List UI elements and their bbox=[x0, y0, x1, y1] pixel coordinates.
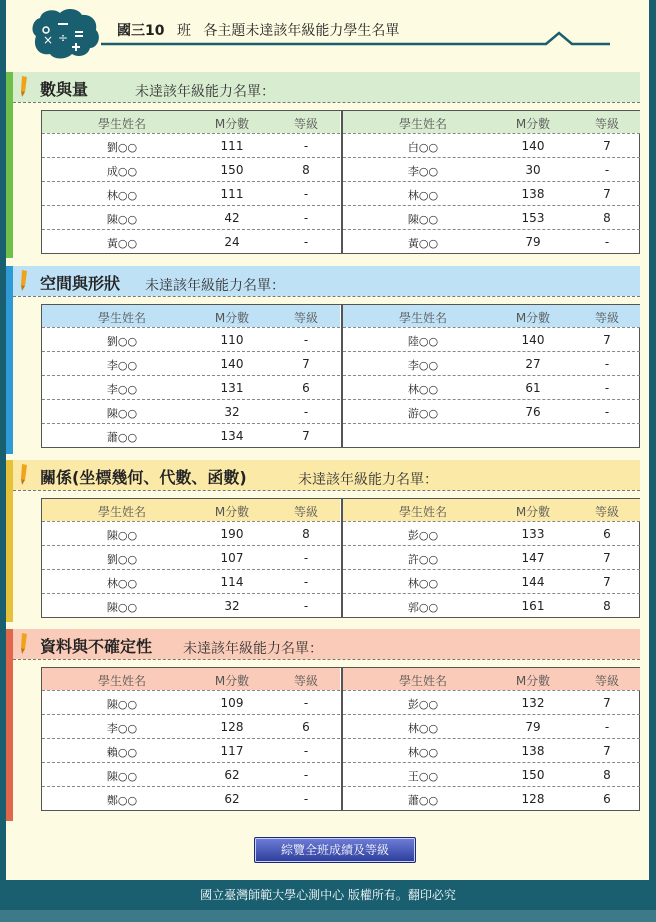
section-divider bbox=[13, 296, 640, 297]
column-header-grade: 等級 bbox=[594, 117, 619, 131]
student-score: 140 bbox=[521, 139, 545, 153]
section-subtitle: 未達該年級能力名單： bbox=[135, 84, 275, 100]
student-name: 陳○○ bbox=[106, 213, 138, 226]
table-row bbox=[42, 157, 340, 182]
math-brain-logo-icon bbox=[28, 6, 104, 60]
student-grade: - bbox=[303, 575, 309, 589]
section-header bbox=[13, 629, 640, 659]
student-name: 林○○ bbox=[106, 577, 138, 590]
column-header-score: M分數 bbox=[515, 505, 551, 519]
student-name: 陳○○ bbox=[106, 407, 138, 420]
section-subtitle: 未達該年級能力名單： bbox=[145, 278, 285, 294]
student-name: 陳○○ bbox=[106, 601, 138, 614]
section-divider bbox=[13, 490, 640, 491]
table-row bbox=[42, 762, 340, 787]
table-header-row bbox=[42, 499, 340, 521]
column-header-score: M分數 bbox=[515, 674, 551, 688]
student-score: 140 bbox=[521, 333, 545, 347]
table-header-row bbox=[42, 668, 340, 690]
table-row bbox=[42, 521, 340, 546]
footer-strip bbox=[0, 910, 656, 922]
student-score: 140 bbox=[220, 357, 244, 371]
table-row bbox=[42, 205, 340, 230]
table-row bbox=[42, 133, 340, 158]
column-header-name: 學生姓名 bbox=[398, 505, 447, 519]
table-half-right bbox=[341, 305, 640, 447]
table-header-row bbox=[343, 111, 640, 133]
student-score: 27 bbox=[525, 357, 541, 371]
column-header-grade: 等級 bbox=[293, 117, 318, 131]
column-header-score: M分數 bbox=[515, 311, 551, 325]
table-row bbox=[42, 545, 340, 570]
student-name: 彭○○ bbox=[407, 529, 439, 542]
svg-text:÷: ÷ bbox=[58, 31, 69, 45]
table-header-row bbox=[343, 305, 640, 327]
student-score: 62 bbox=[224, 768, 240, 782]
table-row bbox=[343, 714, 640, 739]
section-2 bbox=[6, 460, 649, 622]
table-half-right bbox=[341, 668, 640, 810]
column-header-name: 學生姓名 bbox=[97, 505, 146, 519]
student-name: 李○○ bbox=[106, 359, 138, 372]
student-score: 150 bbox=[521, 768, 545, 782]
table-row bbox=[42, 229, 340, 254]
student-grade: - bbox=[604, 381, 610, 395]
student-grade: 7 bbox=[603, 696, 611, 710]
student-score: 76 bbox=[525, 405, 541, 419]
student-name: 李○○ bbox=[106, 722, 138, 735]
table-row bbox=[42, 327, 340, 352]
pencil-icon bbox=[17, 633, 31, 655]
student-grade: 6 bbox=[603, 527, 611, 541]
column-header-name: 學生姓名 bbox=[97, 674, 146, 688]
student-grade: - bbox=[303, 405, 309, 419]
student-score: 42 bbox=[224, 211, 240, 225]
table-row bbox=[343, 569, 640, 594]
table-row bbox=[42, 351, 340, 376]
student-score: 32 bbox=[224, 405, 240, 419]
overview-button[interactable]: 綜覽全班成績及等級 bbox=[254, 837, 416, 863]
column-header-score: M分數 bbox=[214, 674, 250, 688]
column-header-score: M分數 bbox=[214, 505, 250, 519]
column-header-name: 學生姓名 bbox=[398, 311, 447, 325]
student-score: 134 bbox=[220, 429, 244, 443]
student-name: 劉○○ bbox=[106, 553, 138, 566]
student-grade: - bbox=[303, 744, 309, 758]
column-header-name: 學生姓名 bbox=[97, 311, 146, 325]
table-row bbox=[343, 327, 640, 352]
table-row bbox=[42, 569, 340, 594]
student-score: 111 bbox=[220, 139, 244, 153]
student-name: 劉○○ bbox=[106, 141, 138, 154]
student-name: 林○○ bbox=[106, 189, 138, 202]
section-title: 空間與形狀 bbox=[40, 274, 121, 293]
student-name: 劉○○ bbox=[106, 335, 138, 348]
table-row bbox=[343, 593, 640, 618]
table-row bbox=[42, 181, 340, 206]
student-grade: 6 bbox=[302, 720, 310, 734]
student-score: 131 bbox=[220, 381, 244, 395]
section-subtitle: 未達該年級能力名單： bbox=[183, 641, 323, 657]
table-header-row bbox=[42, 111, 340, 133]
column-header-grade: 等級 bbox=[594, 311, 619, 325]
student-grade: - bbox=[604, 720, 610, 734]
student-grade: 7 bbox=[603, 551, 611, 565]
student-grade: - bbox=[303, 696, 309, 710]
student-grade: - bbox=[303, 187, 309, 201]
table-row bbox=[343, 181, 640, 206]
column-header-grade: 等級 bbox=[293, 311, 318, 325]
student-score: 128 bbox=[521, 792, 545, 806]
student-score: 24 bbox=[224, 235, 240, 249]
student-score: 114 bbox=[220, 575, 244, 589]
student-name: 陳○○ bbox=[106, 770, 138, 783]
student-score: 79 bbox=[525, 720, 541, 734]
student-grade: 7 bbox=[603, 744, 611, 758]
student-score: 128 bbox=[220, 720, 244, 734]
student-name: 李○○ bbox=[407, 359, 439, 372]
table-row bbox=[343, 399, 640, 424]
student-score: 150 bbox=[220, 163, 244, 177]
table-row bbox=[42, 738, 340, 763]
section-subtitle: 未達該年級能力名單： bbox=[298, 472, 438, 488]
column-header-grade: 等級 bbox=[594, 674, 619, 688]
column-header-name: 學生姓名 bbox=[97, 117, 146, 131]
student-name: 林○○ bbox=[407, 383, 439, 396]
table-half-right bbox=[341, 111, 640, 253]
student-score: 161 bbox=[521, 599, 545, 613]
student-table bbox=[41, 110, 640, 254]
table-row bbox=[343, 738, 640, 763]
section-divider bbox=[13, 659, 640, 660]
table-row bbox=[343, 521, 640, 546]
student-score: 107 bbox=[220, 551, 244, 565]
student-score: 132 bbox=[521, 696, 545, 710]
student-grade: - bbox=[303, 768, 309, 782]
table-header-row bbox=[343, 668, 640, 690]
student-score: 133 bbox=[521, 527, 545, 541]
student-score: 32 bbox=[224, 599, 240, 613]
student-grade: - bbox=[604, 357, 610, 371]
student-grade: 7 bbox=[603, 333, 611, 347]
section-header bbox=[13, 460, 640, 490]
student-grade: 8 bbox=[302, 163, 310, 177]
student-name: 白○○ bbox=[407, 141, 439, 154]
student-score: 109 bbox=[220, 696, 244, 710]
student-score: 117 bbox=[220, 744, 244, 758]
class-suffix: 班 bbox=[176, 23, 191, 39]
section-0 bbox=[6, 72, 649, 258]
section-header bbox=[13, 266, 640, 296]
table-row bbox=[343, 133, 640, 158]
page-title bbox=[117, 20, 399, 40]
table-row bbox=[42, 690, 340, 715]
student-name: 鄭○○ bbox=[106, 794, 138, 807]
section-color-bar bbox=[6, 460, 13, 622]
student-grade: - bbox=[604, 405, 610, 419]
column-header-grade: 等級 bbox=[594, 505, 619, 519]
table-header-row bbox=[343, 499, 640, 521]
student-table bbox=[41, 667, 640, 811]
student-name: 王○○ bbox=[407, 770, 439, 783]
student-grade: 8 bbox=[603, 599, 611, 613]
student-score: 138 bbox=[521, 744, 545, 758]
section-color-bar bbox=[6, 629, 13, 821]
table-row bbox=[343, 229, 640, 254]
section-color-bar bbox=[6, 266, 13, 454]
table-half-right bbox=[341, 499, 640, 617]
table-row bbox=[343, 351, 640, 376]
student-name: 蕭○○ bbox=[106, 431, 138, 444]
student-grade: - bbox=[303, 792, 309, 806]
student-score: 110 bbox=[220, 333, 244, 347]
table-row bbox=[343, 690, 640, 715]
table-row bbox=[343, 786, 640, 811]
student-score: 138 bbox=[521, 187, 545, 201]
table-row bbox=[42, 786, 340, 811]
student-name: 黃○○ bbox=[407, 237, 439, 250]
pencil-icon bbox=[17, 464, 31, 486]
column-header-grade: 等級 bbox=[293, 674, 318, 688]
column-header-grade: 等級 bbox=[293, 505, 318, 519]
table-half-left bbox=[42, 111, 340, 253]
student-grade: - bbox=[303, 235, 309, 249]
section-3 bbox=[6, 629, 649, 821]
student-grade: 7 bbox=[603, 187, 611, 201]
student-table bbox=[41, 498, 640, 618]
student-grade: - bbox=[303, 333, 309, 347]
student-name: 賴○○ bbox=[106, 746, 138, 759]
student-name: 許○○ bbox=[407, 553, 439, 566]
svg-text:×: × bbox=[43, 33, 54, 47]
student-grade: 8 bbox=[603, 211, 611, 225]
student-name: 陳○○ bbox=[106, 529, 138, 542]
title-text: 各主題未達該年級能力學生名單 bbox=[203, 23, 400, 39]
student-name: 黃○○ bbox=[106, 237, 138, 250]
table-half-left bbox=[42, 499, 340, 617]
student-grade: 8 bbox=[603, 768, 611, 782]
class-label: 國三10 bbox=[117, 23, 165, 39]
student-name: 游○○ bbox=[407, 407, 439, 420]
student-name: 林○○ bbox=[407, 722, 439, 735]
student-grade: 8 bbox=[302, 527, 310, 541]
column-header-score: M分數 bbox=[214, 117, 250, 131]
footer: 國立臺灣師範大學心測中心 版權所有。翻印必究 bbox=[0, 880, 656, 910]
student-grade: 6 bbox=[603, 792, 611, 806]
student-score: 147 bbox=[521, 551, 545, 565]
column-header-score: M分數 bbox=[515, 117, 551, 131]
student-grade: - bbox=[604, 235, 610, 249]
student-grade: 6 bbox=[302, 381, 310, 395]
student-score: 111 bbox=[220, 187, 244, 201]
student-name: 陳○○ bbox=[407, 213, 439, 226]
column-header-name: 學生姓名 bbox=[398, 117, 447, 131]
table-row bbox=[42, 593, 340, 618]
pencil-icon bbox=[17, 270, 31, 292]
section-title: 數與量 bbox=[40, 80, 89, 99]
student-name: 林○○ bbox=[407, 189, 439, 202]
section-title: 資料與不確定性 bbox=[40, 637, 153, 656]
student-name: 李○○ bbox=[407, 165, 439, 178]
student-score: 153 bbox=[521, 211, 545, 225]
student-grade: - bbox=[303, 551, 309, 565]
table-row bbox=[343, 375, 640, 400]
student-grade: - bbox=[303, 211, 309, 225]
student-name: 陳○○ bbox=[106, 698, 138, 711]
table-row bbox=[343, 423, 640, 448]
student-score: 62 bbox=[224, 792, 240, 806]
table-half-left bbox=[42, 668, 340, 810]
student-score: 30 bbox=[525, 163, 541, 177]
student-grade: 7 bbox=[302, 429, 310, 443]
table-row bbox=[343, 762, 640, 787]
frame-right bbox=[649, 0, 656, 880]
student-name: 蕭○○ bbox=[407, 794, 439, 807]
table-row bbox=[343, 157, 640, 182]
section-1 bbox=[6, 266, 649, 454]
column-header-score: M分數 bbox=[214, 311, 250, 325]
student-score: 144 bbox=[521, 575, 545, 589]
table-row bbox=[42, 714, 340, 739]
student-name: 郭○○ bbox=[407, 601, 439, 614]
table-row bbox=[343, 205, 640, 230]
student-name: 成○○ bbox=[106, 165, 138, 178]
student-score: 61 bbox=[525, 381, 541, 395]
student-grade: 7 bbox=[302, 357, 310, 371]
student-grade: 7 bbox=[603, 139, 611, 153]
header bbox=[6, 0, 649, 62]
student-grade: - bbox=[303, 599, 309, 613]
student-grade: - bbox=[303, 139, 309, 153]
table-row bbox=[42, 375, 340, 400]
section-header bbox=[13, 72, 640, 102]
section-color-bar bbox=[6, 72, 13, 258]
table-half-left bbox=[42, 305, 340, 447]
pencil-icon bbox=[17, 76, 31, 98]
student-name: 林○○ bbox=[407, 746, 439, 759]
student-score: 79 bbox=[525, 235, 541, 249]
student-name: 陸○○ bbox=[407, 335, 439, 348]
section-divider bbox=[13, 102, 640, 103]
student-table bbox=[41, 304, 640, 448]
student-name: 李○○ bbox=[106, 383, 138, 396]
column-header-name: 學生姓名 bbox=[398, 674, 447, 688]
table-row bbox=[343, 545, 640, 570]
table-row bbox=[42, 399, 340, 424]
table-row bbox=[42, 423, 340, 448]
table-header-row bbox=[42, 305, 340, 327]
section-title: 關係(坐標幾何、代數、函數) bbox=[40, 468, 247, 487]
student-name: 彭○○ bbox=[407, 698, 439, 711]
student-grade: - bbox=[604, 163, 610, 177]
student-name: 林○○ bbox=[407, 577, 439, 590]
student-grade: 7 bbox=[603, 575, 611, 589]
student-score: 190 bbox=[220, 527, 244, 541]
